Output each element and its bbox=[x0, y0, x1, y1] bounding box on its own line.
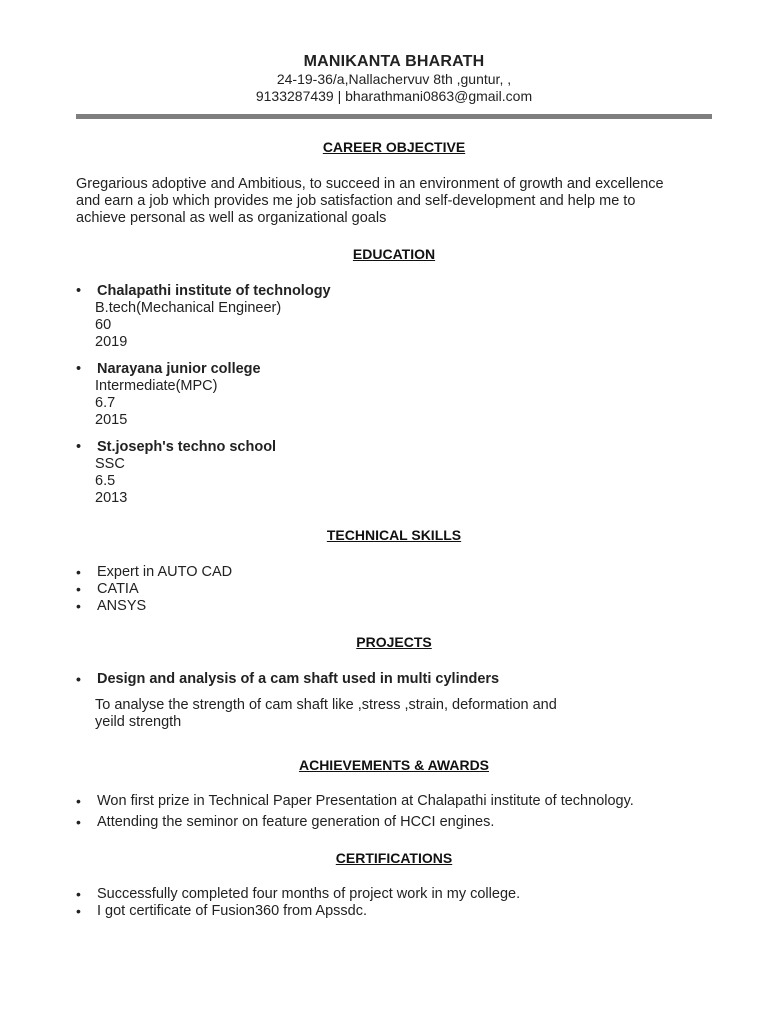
education-heading: EDUCATION bbox=[352, 246, 436, 262]
achievement-text: Won first prize in Technical Paper Presentation at Chalapathi institute of technology. bbox=[97, 793, 634, 809]
candidate-contact: 9133287439 | bharathmani0863@gmail.com bbox=[255, 88, 533, 104]
technical-skills-heading: TECHNICAL SKILLS bbox=[326, 527, 462, 543]
bullet-icon: • bbox=[76, 283, 82, 299]
certification-text: Successfully completed four months of project work in my college. bbox=[97, 886, 521, 902]
career-objective-heading: CAREER OBJECTIVE bbox=[322, 139, 466, 155]
list-item bbox=[76, 564, 712, 581]
certifications-heading: CERTIFICATIONS bbox=[335, 850, 453, 866]
skills-list bbox=[76, 564, 712, 615]
bullet-icon: • bbox=[76, 564, 81, 580]
list-item bbox=[76, 903, 712, 920]
resume-header bbox=[76, 53, 712, 105]
list-item bbox=[76, 814, 712, 831]
bullet-icon: • bbox=[76, 581, 81, 597]
header-divider bbox=[76, 114, 712, 119]
project-description bbox=[76, 697, 712, 731]
project-description-line: To analyse the strength of cam shaft like ,stress ,strain, deformation and bbox=[95, 697, 557, 713]
candidate-name: MANIKANTA BHARATH bbox=[303, 53, 485, 70]
bullet-icon: • bbox=[76, 814, 81, 830]
projects-heading: PROJECTS bbox=[356, 634, 432, 650]
education-item bbox=[76, 361, 712, 429]
career-line: achieve personal as well as organizational goals bbox=[76, 210, 387, 226]
bullet-icon: • bbox=[76, 793, 81, 809]
achievement-text: Attending the seminor on feature generation of HCCI engines. bbox=[97, 814, 495, 830]
education-degree: SSC bbox=[95, 456, 125, 472]
bullet-icon: • bbox=[76, 439, 82, 455]
skill-text: ANSYS bbox=[97, 598, 147, 614]
education-score: 60 bbox=[95, 317, 112, 333]
education-degree: Intermediate(MPC) bbox=[95, 378, 218, 394]
education-institution: St.joseph's techno school bbox=[97, 439, 277, 455]
resume-page bbox=[76, 0, 712, 920]
education-institution: Narayana junior college bbox=[97, 361, 261, 377]
project-description-line: yeild strength bbox=[95, 714, 182, 730]
education-item bbox=[76, 283, 712, 351]
bullet-icon: • bbox=[76, 361, 82, 377]
achievements-list bbox=[76, 793, 712, 831]
education-year: 2013 bbox=[95, 490, 128, 506]
career-line: and earn a job which provides me job satisfaction and self-development and help me to bbox=[76, 193, 636, 209]
education-score: 6.5 bbox=[95, 473, 116, 489]
achievements-heading: ACHIEVEMENTS & AWARDS bbox=[298, 757, 490, 773]
skill-text: CATIA bbox=[97, 581, 139, 597]
skill-text: Expert in AUTO CAD bbox=[97, 564, 233, 580]
bullet-icon: • bbox=[76, 903, 81, 919]
bullet-icon: • bbox=[76, 886, 81, 902]
career-line: Gregarious adoptive and Ambitious, to succeed in an environment of growth and excellence bbox=[76, 176, 664, 192]
projects-list bbox=[76, 671, 712, 688]
list-item bbox=[76, 581, 712, 598]
list-item bbox=[76, 886, 712, 903]
education-score: 6.7 bbox=[95, 395, 116, 411]
list-item bbox=[76, 793, 712, 810]
career-objective-text bbox=[76, 176, 712, 227]
certifications-list bbox=[76, 886, 712, 920]
education-item bbox=[76, 439, 712, 507]
certification-text: I got certificate of Fusion360 from Apssdc. bbox=[97, 903, 367, 919]
bullet-icon: • bbox=[76, 598, 81, 614]
project-title: Design and analysis of a cam shaft used in multi cylinders bbox=[97, 671, 500, 687]
education-year: 2015 bbox=[95, 412, 128, 428]
list-item bbox=[76, 671, 712, 688]
education-degree: B.tech(Mechanical Engineer) bbox=[95, 300, 282, 316]
education-year: 2019 bbox=[95, 334, 128, 350]
education-institution: Chalapathi institute of technology bbox=[97, 283, 331, 299]
list-item bbox=[76, 598, 712, 615]
candidate-address: 24-19-36/a,Nallachervuv 8th ,guntur, , bbox=[276, 71, 512, 87]
bullet-icon: • bbox=[76, 671, 81, 687]
